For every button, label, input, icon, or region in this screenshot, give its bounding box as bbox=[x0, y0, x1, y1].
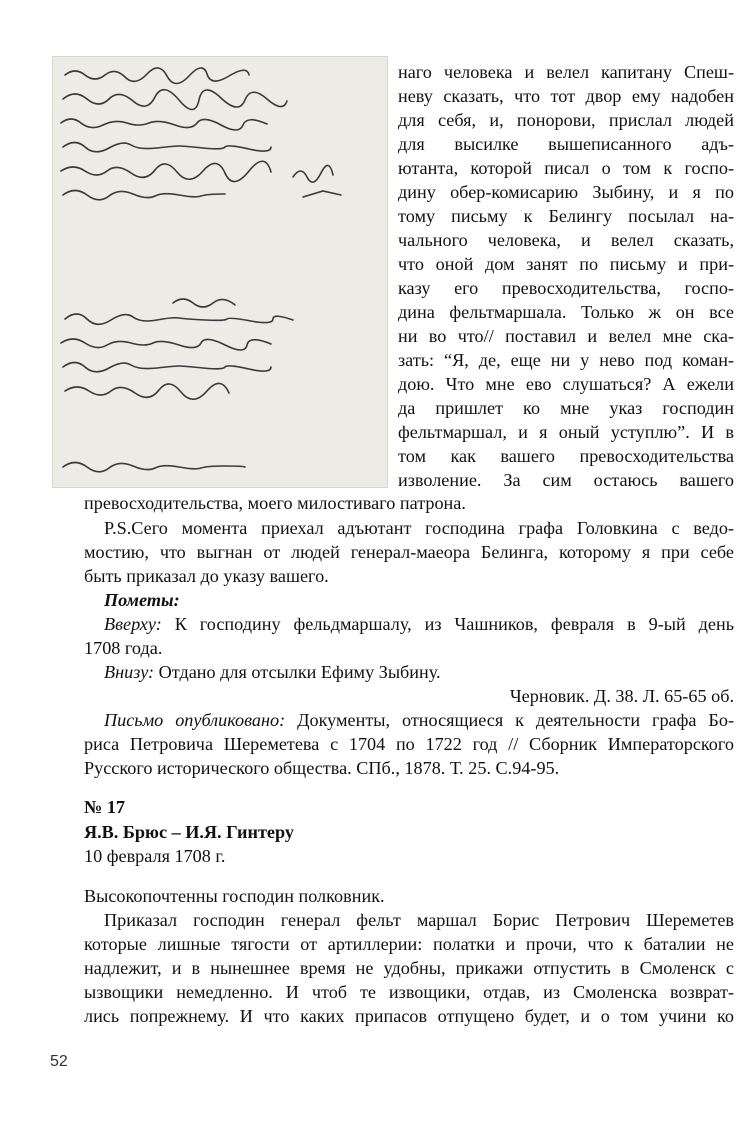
postscript-line: быть приказал до указу вашего. bbox=[84, 566, 329, 586]
salutation: Высокопочтенны господин полковник. bbox=[84, 886, 385, 906]
body-line: лись попрежнему. И что каких припасов отпущено будет, и о том учини ко bbox=[84, 1006, 734, 1026]
body-line: которые лишные тягости от артиллерии: полатки и прочи, что к баталии не bbox=[84, 934, 734, 954]
publication-text: Документы, относящиеся к деятельности графа Бо- bbox=[285, 710, 735, 730]
text-line: фельтмаршал, и я оный уступлю”. И в bbox=[398, 422, 734, 442]
text-line: дина фельтмаршала. Только ж он все bbox=[398, 302, 734, 322]
publication-line bbox=[104, 708, 734, 732]
note-bottom-text: Отдано для отсылки Ефиму Зыбину. bbox=[154, 662, 441, 682]
text-line: зать: “Я, де, еще ни у нево под коман- bbox=[398, 350, 734, 370]
text-line: неву сказать, что тот двор ему надобен bbox=[398, 86, 734, 106]
publication-label: Письмо опубликовано: bbox=[104, 710, 286, 730]
archive-reference: Черновик. Д. 38. Л. 65-65 об. bbox=[509, 686, 734, 706]
note-top-label: Вверху: bbox=[104, 614, 162, 634]
publication-line: риса Петровича Шереметева с 1704 по 1722 год // Сборник Императорского bbox=[84, 734, 734, 754]
text-line: том как вашего превосходительства bbox=[398, 446, 734, 466]
document-number: № 17 bbox=[84, 797, 126, 817]
text-line: что оной дом занят по письму и при- bbox=[398, 254, 734, 274]
handwritten-letter-image bbox=[52, 56, 388, 488]
document-date: 10 февраля 1708 г. bbox=[84, 846, 226, 866]
text-line: для высилке вышеписанного адъ- bbox=[398, 134, 734, 154]
text-line: ни во что// поставил и велел мне ска- bbox=[398, 326, 734, 346]
publication-line: Русского исторического общества. СПб., 1878. Т. 25. С.94-95. bbox=[84, 758, 560, 778]
body-line: надлежит, и в нынешнее время не удобны, прикажи отпустить в Смоленск с bbox=[84, 958, 734, 978]
note-top-text: К господину фельдмаршалу, из Чашников, февраля в 9-ый день bbox=[161, 614, 734, 634]
text-line: казу его превосходительства, госпо- bbox=[398, 278, 734, 298]
text-line: изволение. За сим остаюсь вашего bbox=[398, 470, 734, 490]
text-line: дину обер-комисарию Зыбину, и я по bbox=[398, 182, 734, 202]
text-line: наго человека и велел капитану Спеш- bbox=[398, 62, 734, 82]
text-line: дою. Что мне ево слушаться? А ежели bbox=[398, 374, 734, 394]
text-line: да пришлет ко мне указ господин bbox=[398, 398, 734, 418]
text-line: тому письму к Белингу посылал на- bbox=[398, 206, 734, 226]
text-line: чального человека, и велел сказать, bbox=[398, 230, 734, 250]
page-number: 52 bbox=[50, 1053, 68, 1070]
note-bottom-label: Внизу: bbox=[104, 662, 155, 682]
document-title: Я.В. Брюс – И.Я. Гинтеру bbox=[84, 822, 294, 842]
note-bottom bbox=[104, 660, 754, 684]
postscript-line: мостию, что выгнан от людей генерал-маеора Белинга, которому я при себе bbox=[84, 542, 734, 562]
body-line: Приказал господин генерал фельт маршал Борис Петрович Шереметев bbox=[104, 910, 734, 930]
text-line: ютанта, которой писал о том к госпо- bbox=[398, 158, 734, 178]
body-line: ызвощики немедленно. И чтоб те извощики, отдав, из Смоленска возврат- bbox=[84, 982, 734, 1002]
text-line: для себя, и, понорови, прислал людей bbox=[398, 110, 734, 130]
note-top-continuation: 1708 года. bbox=[84, 638, 163, 658]
note-top bbox=[104, 612, 734, 636]
postscript-line: P.S.Сего момента приехал адъютант господина графа Головкина с ведо- bbox=[104, 518, 734, 538]
notes-heading: Пометы: bbox=[104, 590, 180, 610]
text-line: превосходительства, моего милостиваго патрона. bbox=[84, 493, 466, 513]
manuscript-scan-icon bbox=[53, 57, 387, 487]
